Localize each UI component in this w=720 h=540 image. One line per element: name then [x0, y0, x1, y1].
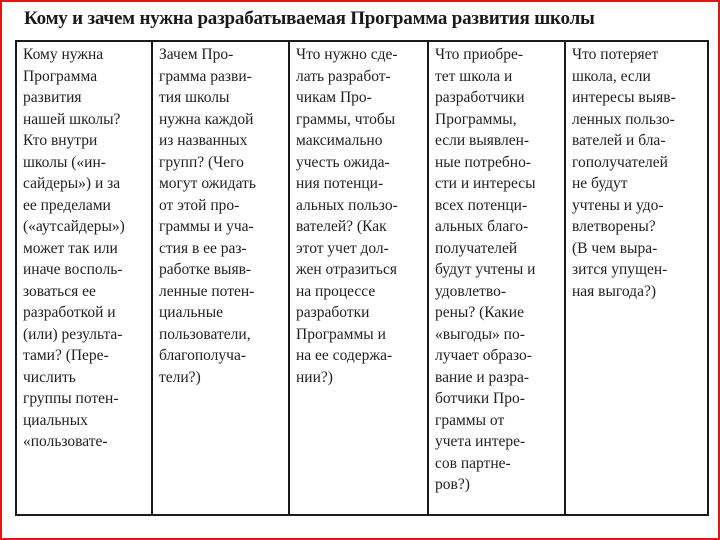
- cell-text-line: тия школы: [159, 89, 230, 106]
- cell-text-line: альных благо-: [435, 218, 529, 235]
- cell-text-line: вателей и бла-: [572, 132, 666, 149]
- cell-text-line: сов партне-: [435, 454, 511, 472]
- cell-text-line: Программы,: [435, 110, 517, 128]
- cell-text-line: ленные потен-: [159, 282, 255, 300]
- cell-text-line: граммы от: [435, 411, 505, 429]
- cell-text-line: тами? (Пере-: [23, 347, 109, 364]
- page-title: Кому и зачем нужна разрабатываемая Программа развития школы: [24, 8, 595, 29]
- cell-text-line: будут учтены и: [435, 261, 536, 278]
- cell-text-line: Что потеряет: [572, 46, 659, 63]
- cell-text-line: числить: [23, 368, 76, 386]
- cell-text-line: из названных: [159, 132, 248, 149]
- cell-text-line: альных пользо-: [296, 196, 398, 214]
- cell-text-line: получателей: [435, 239, 518, 257]
- cell-text-line: не будут: [572, 175, 628, 192]
- cell-text-line: иначе восполь-: [23, 261, 123, 278]
- cell-text-line: сайдеры») и за: [23, 175, 121, 192]
- cell-text-line: Что приобре-: [435, 46, 524, 63]
- cell-text-line: ная выгода?): [572, 282, 656, 300]
- cell-text-line: пользователи,: [159, 325, 251, 343]
- cell-text-line: чикам Про-: [296, 89, 372, 106]
- cell-text-line: удовлетво-: [435, 282, 507, 300]
- cell-text-line: (или) результа-: [23, 325, 123, 343]
- cell-text-line: развития: [23, 89, 82, 106]
- cell-text-line: «выгоды» по-: [435, 325, 525, 343]
- cell-text-line: циальных: [23, 411, 88, 429]
- table-row: [16, 41, 708, 515]
- table-cell-what-to-do: [289, 41, 428, 515]
- cell-text-line: разработкой и: [23, 304, 116, 321]
- cell-text-line: учтены и удо-: [572, 196, 664, 214]
- cell-text-line: вателей? (Как: [296, 218, 387, 235]
- cell-text-line: (В чем выра-: [572, 239, 658, 257]
- cell-text-line: рены? (Какие: [435, 304, 524, 321]
- cell-text-line: нужна каждой: [159, 110, 254, 128]
- cell-text-line: интересы выяв-: [572, 89, 676, 106]
- cell-text-line: вание и разра-: [435, 368, 530, 386]
- cell-text-line: Кто внутри: [23, 132, 98, 149]
- cell-text-line: нии?): [296, 368, 333, 386]
- table-cell-why: [152, 41, 289, 515]
- cell-text-line: работке выяв-: [159, 261, 252, 278]
- cell-text-line: Зачем Про-: [159, 46, 234, 63]
- cell-text-line: тели?): [159, 368, 201, 386]
- cell-text-line: учесть ожида-: [296, 153, 390, 171]
- cell-text-line: ее пределами: [23, 196, 111, 214]
- cell-text-line: от этой про-: [159, 196, 240, 214]
- cell-text-line: циальные: [159, 304, 223, 321]
- cell-text-line: может так или: [23, 239, 118, 257]
- cell-text-line: гополучателей: [572, 153, 668, 171]
- cell-text-line: этот учет дол-: [296, 239, 389, 257]
- cell-text-line: учета интере-: [435, 433, 526, 450]
- cell-text-line: школа, если: [572, 67, 651, 85]
- cell-text-line: («аутсайдеры»): [23, 218, 125, 235]
- cell-text-line: влетворены?: [572, 218, 656, 235]
- cell-text-line: Что нужно сде-: [296, 46, 398, 63]
- table-cell-gains: [428, 41, 565, 515]
- table-cell-who: [16, 41, 152, 515]
- cell-text-line: разработки: [296, 304, 370, 321]
- cell-text-line: максимально: [296, 132, 383, 149]
- cell-text-line: школы («ин-: [23, 153, 106, 171]
- table-cell-losses: [565, 41, 708, 515]
- cell-text-line: Программа: [23, 67, 98, 85]
- cell-text-line: если выявлен-: [435, 132, 530, 149]
- cell-text-line: Программы и: [296, 325, 386, 343]
- cell-text-line: сти и интересы: [435, 175, 536, 192]
- cell-text-line: граммы, чтобы: [296, 110, 396, 128]
- cell-text-line: благополуча-: [159, 347, 246, 364]
- cell-text-line: нашей школы?: [23, 110, 121, 128]
- cell-text-line: ботчики Про-: [435, 390, 525, 407]
- cell-text-line: ния потенци-: [296, 175, 384, 192]
- cell-text-line: на процессе: [296, 282, 376, 300]
- cell-text-line: стия в ее раз-: [159, 239, 247, 257]
- cell-text-line: жен отразиться: [296, 261, 397, 278]
- cell-text-line: могут ожидать: [159, 175, 256, 192]
- cell-text-line: граммы и уча-: [159, 218, 254, 235]
- cell-text-line: ные потребно-: [435, 153, 531, 171]
- questions-table: [15, 40, 709, 516]
- cell-text-line: лать разработ-: [296, 67, 391, 85]
- cell-text-line: зоваться ее: [23, 282, 96, 300]
- cell-text-line: тет школа и: [435, 67, 513, 85]
- cell-text-line: Кому нужна: [23, 46, 104, 63]
- cell-text-line: грамма разви-: [159, 67, 252, 85]
- cell-text-line: группы потен-: [23, 390, 119, 407]
- cell-text-line: ленных пользо-: [572, 110, 675, 128]
- cell-text-line: всех потенци-: [435, 196, 528, 214]
- cell-text-line: ров?): [435, 476, 470, 493]
- cell-text-line: разработчики: [435, 89, 525, 106]
- cell-text-line: групп? (Чего: [159, 153, 244, 171]
- cell-text-line: на ее содержа-: [296, 347, 393, 364]
- cell-text-line: лучает образо-: [435, 347, 532, 364]
- cell-text-line: зится упущен-: [572, 261, 668, 278]
- cell-text-line: «пользовате-: [23, 433, 108, 450]
